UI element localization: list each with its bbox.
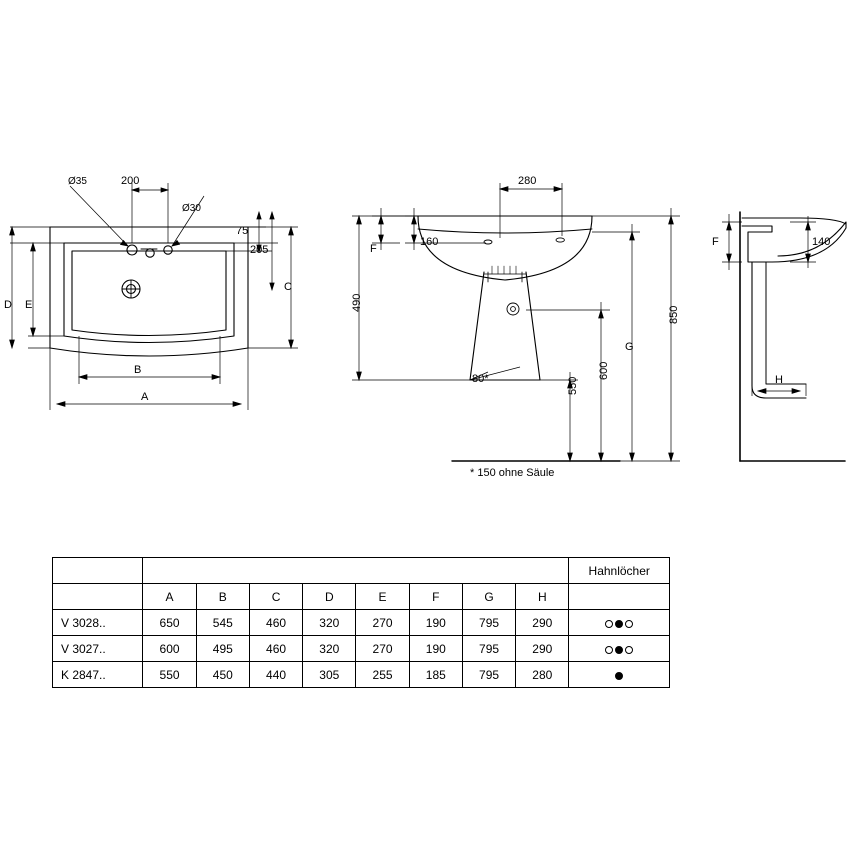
side-basin-section <box>742 222 846 262</box>
table-row <box>53 662 670 688</box>
model-name: V 3027.. <box>53 636 143 662</box>
pedestal-outline <box>470 272 540 380</box>
col-header-D: D <box>303 584 356 610</box>
tap-hole-left <box>127 245 137 255</box>
label-A: A <box>141 391 149 403</box>
col-header-B: B <box>196 584 249 610</box>
label-205: 205 <box>250 244 269 256</box>
value-C: 460 <box>249 636 302 662</box>
hole-open-right-icon <box>625 646 633 654</box>
single-hole-icon <box>569 662 670 688</box>
col-header-holes-blank <box>569 584 670 610</box>
table-row <box>53 636 670 662</box>
label-D: D <box>4 299 12 311</box>
value-F: 185 <box>409 662 462 688</box>
footnote-text: * 150 ohne Säule <box>470 467 555 479</box>
value-A: 600 <box>143 636 196 662</box>
label-G: G <box>625 341 634 353</box>
col-header-H: H <box>516 584 569 610</box>
col-header-A: A <box>143 584 196 610</box>
value-A: 650 <box>143 610 196 636</box>
plan-inner-rim <box>64 243 234 343</box>
value-E: 270 <box>356 610 409 636</box>
label-280: 280 <box>518 175 537 187</box>
value-A: 550 <box>143 662 196 688</box>
label-140: 140 <box>812 236 831 248</box>
label-diameter-35: Ø35 <box>68 176 87 187</box>
value-H: 280 <box>516 662 569 688</box>
value-C: 440 <box>249 662 302 688</box>
hole-open-left-icon <box>605 620 613 628</box>
tap-hole-center <box>146 249 154 257</box>
label-550: 550 <box>567 376 579 395</box>
label-850: 850 <box>668 305 680 324</box>
hole-open-right-icon <box>625 620 633 628</box>
model-name: V 3028.. <box>53 610 143 636</box>
label-B: B <box>134 364 142 376</box>
value-C: 460 <box>249 610 302 636</box>
hole-filled-center-icon <box>615 672 623 680</box>
three-holes-icon <box>569 636 670 662</box>
value-E: 255 <box>356 662 409 688</box>
label-F-side: F <box>712 236 719 248</box>
col-header-C: C <box>249 584 302 610</box>
col-header-F: F <box>409 584 462 610</box>
value-E: 270 <box>356 636 409 662</box>
value-B: 545 <box>196 610 249 636</box>
label-F-elevation: F <box>370 243 377 255</box>
value-B: 495 <box>196 636 249 662</box>
value-D: 320 <box>303 610 356 636</box>
label-75: 75 <box>236 225 249 237</box>
elevation-basin-body <box>418 216 592 280</box>
value-B: 450 <box>196 662 249 688</box>
value-G: 795 <box>462 662 515 688</box>
value-D: 305 <box>303 662 356 688</box>
table-row <box>53 610 670 636</box>
label-angle-80: 80* <box>472 373 489 385</box>
table-row-column-headers <box>53 584 670 610</box>
label-600: 600 <box>598 361 610 380</box>
tap-hole-right <box>164 246 172 254</box>
label-C-plan: C <box>284 281 292 293</box>
holes-header-cell: Hahnlöcher <box>569 558 670 584</box>
hole-open-left-icon <box>605 646 613 654</box>
value-F: 190 <box>409 636 462 662</box>
dimension-table <box>52 557 670 688</box>
label-490: 490 <box>351 293 363 312</box>
value-F: 190 <box>409 610 462 636</box>
hole-filled-center-icon <box>615 646 623 654</box>
table-row-holes-header <box>53 558 670 584</box>
value-H: 290 <box>516 636 569 662</box>
label-E: E <box>25 299 33 311</box>
value-D: 320 <box>303 636 356 662</box>
value-G: 795 <box>462 610 515 636</box>
label-200: 200 <box>121 175 140 187</box>
col-header-G: G <box>462 584 515 610</box>
label-160: 160 <box>420 236 439 248</box>
hole-filled-center-icon <box>615 620 623 628</box>
col-header-blank <box>53 584 143 610</box>
label-H: H <box>775 374 783 386</box>
value-G: 795 <box>462 636 515 662</box>
value-H: 290 <box>516 610 569 636</box>
plan-bowl-inner <box>72 251 226 336</box>
plan-outer-outline <box>50 227 248 356</box>
label-diameter-30: Ø30 <box>182 203 201 214</box>
three-holes-icon <box>569 610 670 636</box>
col-header-E: E <box>356 584 409 610</box>
model-name: K 2847.. <box>53 662 143 688</box>
